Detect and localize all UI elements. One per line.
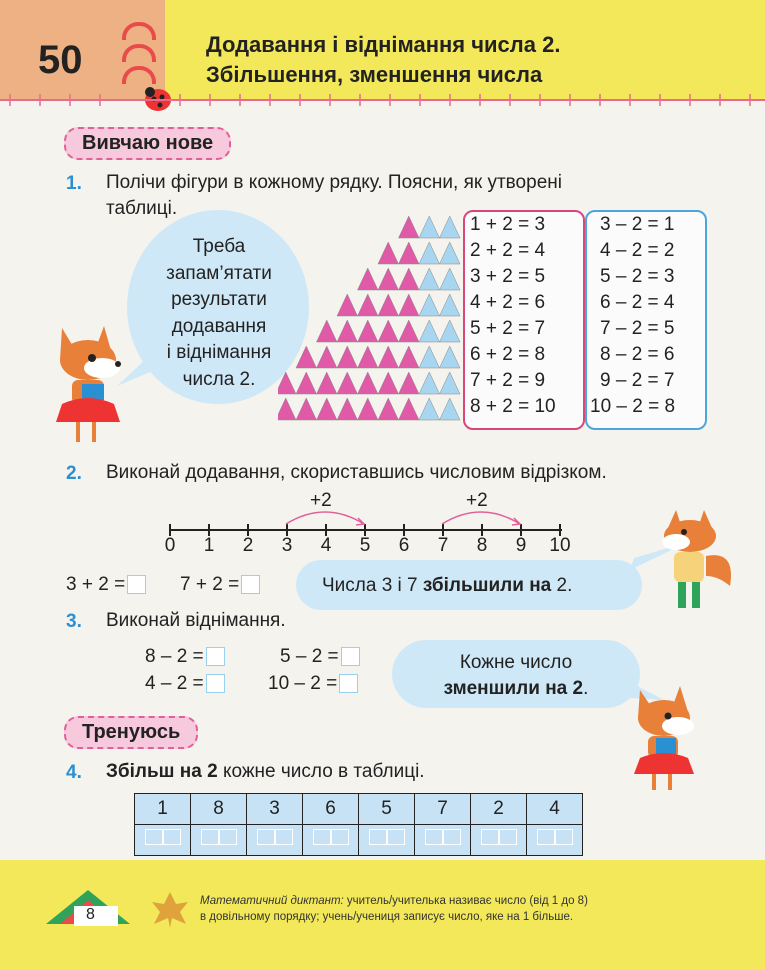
task4-text: Збільш на 2 кожне число в таблиці.: [106, 761, 425, 782]
triangle: [440, 268, 461, 290]
triangle: [399, 294, 420, 316]
tick-label: 0: [164, 535, 176, 556]
triangle: [399, 398, 420, 420]
triangle: [419, 216, 440, 238]
answer-cell[interactable]: [527, 825, 583, 856]
triangle: [440, 346, 461, 368]
triangle: [358, 294, 379, 316]
triangle: [278, 372, 296, 394]
answer-cell[interactable]: [471, 825, 527, 856]
equation: 8 – 2 = 6: [600, 344, 675, 365]
equation: 7 + 2 = 9: [470, 370, 546, 391]
triangle: [419, 320, 440, 342]
arc-label-2: +2: [466, 490, 488, 511]
triangle: [378, 346, 399, 368]
triangle: [399, 268, 420, 290]
triangle: [399, 372, 420, 394]
tick-label: 2: [242, 535, 254, 556]
answer-cell[interactable]: [191, 825, 247, 856]
triangle: [419, 398, 440, 420]
triangle: [337, 398, 358, 420]
sub-expr-2: 4 – 2 =: [145, 673, 225, 695]
task4-num: 4.: [66, 762, 82, 783]
answer-box[interactable]: [241, 575, 260, 594]
equation: 4 + 2 = 6: [470, 292, 546, 313]
triangle: [440, 372, 461, 394]
triangle: [378, 372, 399, 394]
answer-box[interactable]: [206, 674, 225, 693]
task1-text2: таблиці.: [106, 198, 178, 219]
tick-label: 7: [437, 535, 449, 556]
triangle: [419, 372, 440, 394]
equation: 1 + 2 = 3: [470, 214, 546, 235]
table-cell: 5: [359, 794, 415, 825]
triangle: [419, 242, 440, 264]
triangle: [317, 398, 338, 420]
equation: 2 + 2 = 4: [470, 240, 546, 261]
triangle: [378, 268, 399, 290]
triangle: [358, 372, 379, 394]
triangle: [419, 346, 440, 368]
equation: 7 – 2 = 5: [600, 318, 675, 339]
tick-label: 8: [476, 535, 488, 556]
triangle: [399, 216, 420, 238]
tick-label: 9: [515, 535, 527, 556]
page-title-line1: Додавання і віднімання числа 2.: [206, 32, 561, 57]
tick-label: 1: [203, 535, 215, 556]
equation: 4 – 2 = 2: [600, 240, 675, 261]
task2-num: 2.: [66, 463, 82, 484]
triangle: [317, 346, 338, 368]
triangle: [399, 320, 420, 342]
answer-box[interactable]: [206, 647, 225, 666]
triangle: [399, 346, 420, 368]
fox-illustration: [52, 318, 132, 450]
answer-cell[interactable]: [415, 825, 471, 856]
triangle: [296, 372, 317, 394]
triangle: [399, 242, 420, 264]
triangle: [358, 398, 379, 420]
answer-cell[interactable]: [303, 825, 359, 856]
equation: 6 – 2 = 4: [600, 292, 675, 313]
triangle: [337, 294, 358, 316]
triangle: [278, 398, 296, 420]
task1-num: 1.: [66, 173, 82, 194]
triangle: [358, 268, 379, 290]
triangle: [378, 398, 399, 420]
triangle: [358, 320, 379, 342]
tick-label: 6: [398, 535, 410, 556]
lesson-number: 50: [38, 38, 83, 82]
triangle: [337, 346, 358, 368]
equation: 9 – 2 = 7: [600, 370, 675, 391]
answer-cell[interactable]: [247, 825, 303, 856]
fence-decoration: [0, 92, 765, 108]
answer-box[interactable]: [341, 647, 360, 666]
task2-text: Виконай додавання, скориставшись числовим відрізком.: [106, 462, 607, 483]
triangle: [419, 268, 440, 290]
footnote: Математичний диктант: учитель/учителька називає число (від 1 до 8) в довільному порядку; учень/учениця записує число, яке на 1 більше.: [200, 895, 588, 923]
task3-text: Виконай віднімання.: [106, 610, 286, 631]
equation: 5 + 2 = 7: [470, 318, 546, 339]
triangle: [419, 294, 440, 316]
triangle: [337, 372, 358, 394]
table-cell: 2: [471, 794, 527, 825]
leaf-icon: [150, 890, 190, 930]
arc-label-1: +2: [310, 490, 332, 511]
increase-table: [134, 793, 583, 856]
equation: 3 – 2 = 1: [600, 214, 675, 235]
answer-cell[interactable]: [135, 825, 191, 856]
sub-expr-3: 5 – 2 =: [280, 646, 360, 668]
tick-label: 4: [320, 535, 332, 556]
table-cell: 6: [303, 794, 359, 825]
triangle: [378, 320, 399, 342]
table-cell: 8: [191, 794, 247, 825]
triangle: [317, 372, 338, 394]
equation: 10 – 2 = 8: [590, 396, 676, 417]
equation: 8 + 2 = 10: [470, 396, 556, 417]
tick-label: 5: [359, 535, 371, 556]
triangle: [358, 346, 379, 368]
table-cell: 3: [247, 794, 303, 825]
answer-box[interactable]: [127, 575, 146, 594]
triangle: [337, 320, 358, 342]
section-badge-new: Вивчаю нове: [64, 127, 231, 160]
task1-number: [66, 173, 82, 195]
section-badge-train: Тренуюсь: [64, 716, 198, 749]
triangle: [440, 294, 461, 316]
triangle-rows: [278, 212, 464, 422]
triangle: [317, 320, 338, 342]
table-cell: 7: [415, 794, 471, 825]
answer-cell[interactable]: [359, 825, 415, 856]
task3-num: 3.: [66, 611, 82, 632]
triangle: [378, 294, 399, 316]
triangle: [440, 216, 461, 238]
add-expr-1: 3 + 2 =: [66, 574, 146, 596]
sub-expr-4: 10 – 2 =: [268, 673, 358, 695]
triangle: [440, 242, 461, 264]
fox-illustration-3: [630, 680, 710, 792]
equation: 5 – 2 = 3: [600, 266, 675, 287]
equation: 3 + 2 = 5: [470, 266, 546, 287]
triangle: [296, 346, 317, 368]
table-cell: 1: [135, 794, 191, 825]
bubble2-text: Числа 3 і 7 збільшили на 2.: [322, 575, 573, 596]
task1-text: Полічи фігури в кожному рядку. Поясни, як утворені: [106, 172, 562, 193]
bubble-text: Треба запам’ятати результати додавання і віднімання числа 2.: [166, 236, 272, 390]
triangle: [378, 242, 399, 264]
add-expr-2: 7 + 2 =: [180, 574, 260, 596]
tick-label: 10: [549, 535, 571, 556]
bubble3-text: Кожне число зменшили на 2.: [443, 652, 589, 699]
table-cell: 4: [527, 794, 583, 825]
page-title-line2: Збільшення, зменшення числа: [206, 62, 543, 87]
page-number: 8: [86, 906, 95, 923]
sub-expr-1: 8 – 2 =: [145, 646, 225, 668]
tick-label: 3: [281, 535, 293, 556]
triangle: [296, 398, 317, 420]
triangle: [440, 398, 461, 420]
equation: 6 + 2 = 8: [470, 344, 546, 365]
answer-box[interactable]: [339, 674, 358, 693]
fox-illustration-2: [646, 506, 746, 616]
triangle: [440, 320, 461, 342]
